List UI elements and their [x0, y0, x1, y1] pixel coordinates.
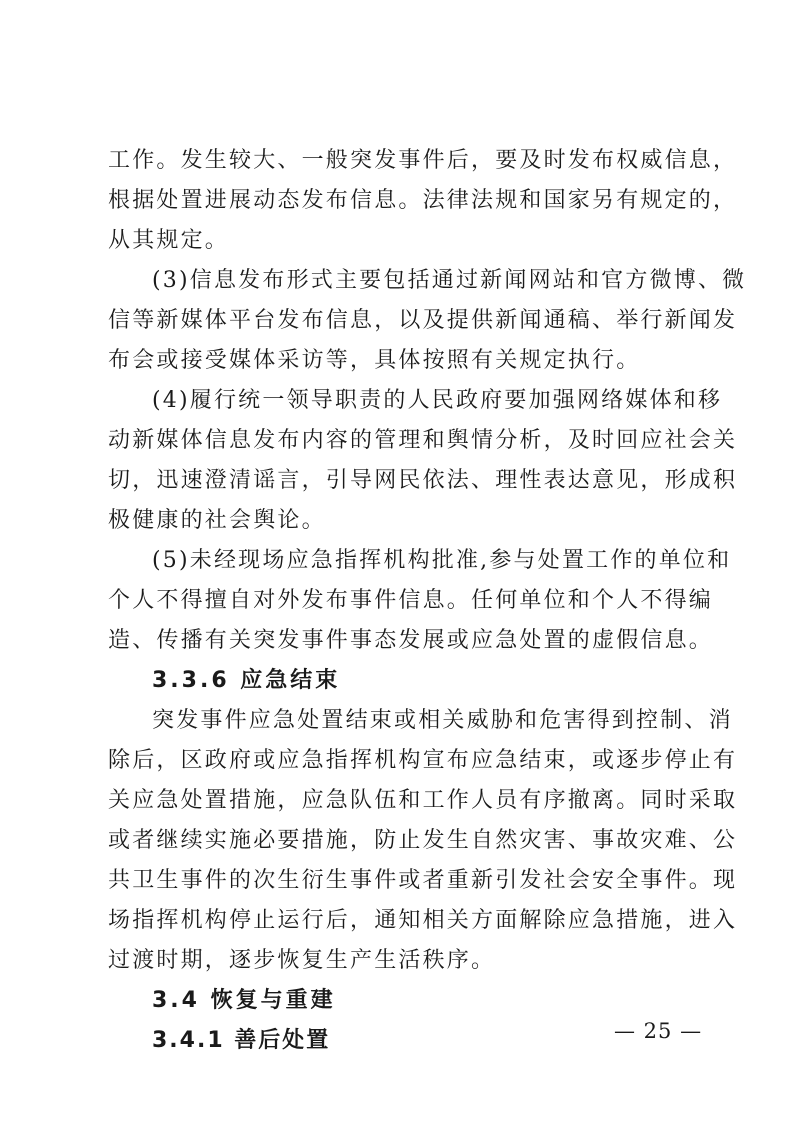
text-line: 极健康的社会舆论。 [108, 508, 326, 533]
section-heading-3-4-1: 3.4.1 善后处置 [152, 1028, 331, 1053]
text-line: 造、传播有关突发事件事态发展或应急处置的虚假信息。 [108, 628, 714, 653]
paragraph-4-start: (4)履行统一领导职责的人民政府要加强网络媒体和移 [152, 388, 723, 413]
section-heading-3-4: 3.4 恢复与重建 [152, 988, 336, 1013]
text-line: 从其规定。 [108, 228, 230, 253]
text-line: 根据处置进展动态发布信息。法律法规和国家另有规定的， [108, 188, 738, 213]
text-line: 个人不得擅自对外发布事件信息。任何单位和个人不得编 [108, 588, 714, 613]
page-number: — 25 — [614, 1019, 703, 1043]
text-line: 共卫生事件的次生衍生事件或者重新引发社会安全事件。现 [108, 868, 738, 893]
text-line: 过渡时期，逐步恢复生产生活秩序。 [108, 948, 496, 973]
paragraph-5-start: (5)未经现场应急指挥机构批准,参与处置工作的单位和 [152, 548, 732, 573]
text-line: 布会或接受媒体采访等，具体按照有关规定执行。 [108, 348, 641, 373]
paragraph-emergency-end-start: 突发事件应急处置结束或相关威胁和危害得到控制、消 [152, 708, 733, 733]
text-line: 或者继续实施必要措施，防止发生自然灾害、事故灾难、公 [108, 828, 738, 853]
text-line: 工作。发生较大、一般突发事件后，要及时发布权威信息， [108, 148, 738, 173]
text-line: 信等新媒体平台发布信息，以及提供新闻通稿、举行新闻发 [108, 308, 738, 333]
paragraph-3-start: (3)信息发布形式主要包括通过新闻网站和官方微博、微 [152, 268, 747, 293]
text-line: 动新媒体信息发布内容的管理和舆情分析，及时回应社会关 [108, 428, 738, 453]
section-heading-3-3-6: 3.3.6 应急结束 [152, 668, 341, 693]
text-line: 切，迅速澄清谣言，引导网民依法、理性表达意见，形成积 [108, 468, 738, 493]
text-line: 场指挥机构停止运行后，通知相关方面解除应急措施，进入 [108, 908, 738, 933]
text-line: 除后，区政府或应急指挥机构宣布应急结束，或逐步停止有 [108, 748, 738, 773]
text-line: 关应急处置措施，应急队伍和工作人员有序撤离。同时采取 [108, 788, 738, 813]
